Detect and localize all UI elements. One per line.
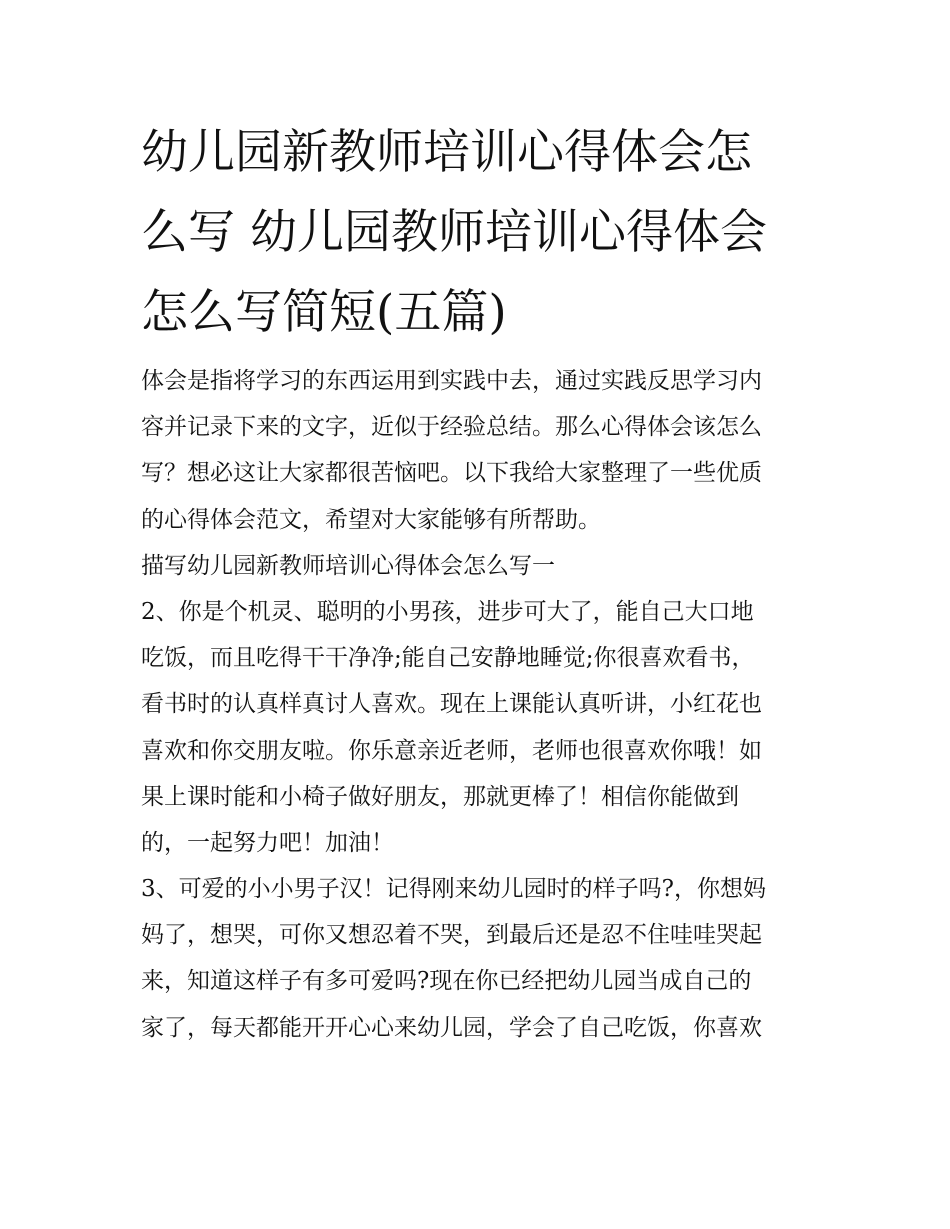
- item-3-paragraph-line: 家了，每天都能开开心心来幼儿园，学会了自己吃饭，你喜欢: [141, 1014, 762, 1041]
- item-3-paragraph-line: 来，知道这样子有多可爱吗?现在你已经把幼儿园当成自己的: [141, 968, 752, 995]
- item-3-paragraph-line: 3、可爱的小小男子汉！记得刚来幼儿园时的样子吗?，你想妈: [141, 876, 766, 903]
- item-2-paragraph-line: 看书时的认真样真讨人喜欢。现在上课能认真听讲，小红花也: [141, 691, 762, 718]
- item-2-paragraph-line: 果上课时能和小椅子做好朋友，那就更棒了！相信你能做到: [141, 783, 739, 810]
- item-3-paragraph-line: 妈了，想哭，可你又想忍着不哭，到最后还是忍不住哇哇哭起: [141, 922, 762, 949]
- item-2-paragraph-line: 吃饭，而且吃得干干净净;能自己安静地睡觉;你很喜欢看书，: [141, 645, 755, 672]
- intro-paragraph-line: 写？想必这让大家都很苦恼吧。以下我给大家整理了一些优质: [141, 460, 762, 487]
- item-2-paragraph-line: 2、你是个机灵、聪明的小男孩，进步可大了，能自己大口地: [141, 598, 754, 625]
- title-line: 么写 幼儿园教师培训心得体会: [141, 205, 767, 260]
- intro-paragraph-line: 容并记录下来的文字，近似于经验总结。那么心得体会该怎么: [141, 414, 762, 441]
- document-body: [141, 358, 821, 1051]
- item-2-paragraph-line: 的，一起努力吧！加油！: [141, 829, 394, 856]
- title-line: 怎么写简短(五篇): [141, 285, 507, 340]
- item-2-paragraph-line: 喜欢和你交朋友啦。你乐意亲近老师，老师也很喜欢你哦！如: [141, 737, 762, 764]
- section-heading: 描写幼儿园新教师培训心得体会怎么写一: [141, 552, 555, 579]
- intro-paragraph-line: 的心得体会范文，希望对大家能够有所帮助。: [141, 506, 601, 533]
- document-title: [141, 113, 767, 353]
- title-line: 幼儿园新教师培训心得体会怎: [141, 125, 752, 180]
- intro-paragraph-line: 体会是指将学习的东西运用到实践中去，通过实践反思学习内: [141, 368, 762, 394]
